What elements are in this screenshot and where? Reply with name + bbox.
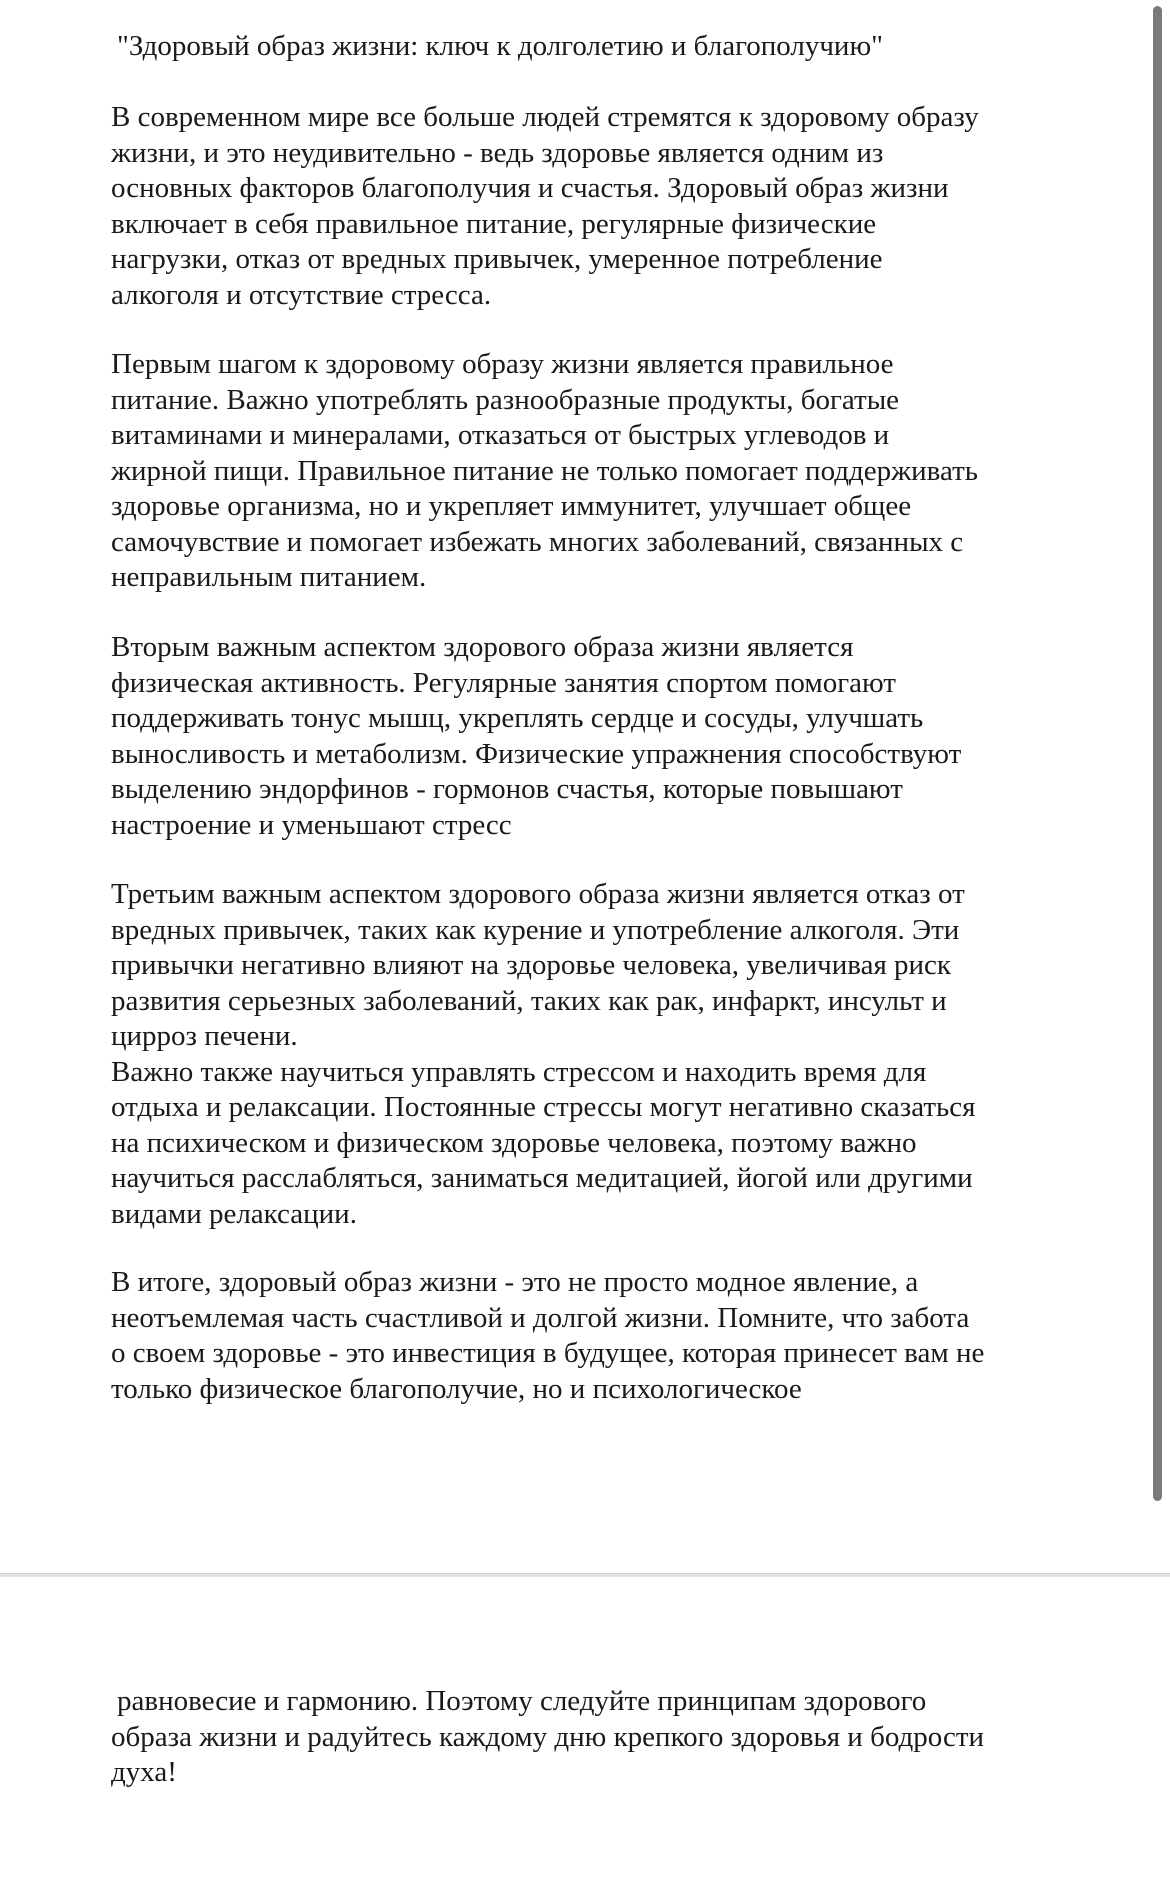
vertical-scrollbar[interactable] (1153, 6, 1162, 1501)
paragraph-intro: В современном мире все больше людей стремятся к здоровому образу жизни, и это неудивительно - ведь здоровье является одним из основных факторов благополучия и счастья. Здоровый образ жизни включает в себя правильное питание, регулярные физические нагрузки, отказ от вредных привычек, умеренное потребление алкоголя и отсутствие стресса. (111, 101, 979, 311)
continued-first-line: равновесие и гармонию. Поэтому следуйте принципам здорового (117, 1685, 927, 1717)
paragraph-nutrition: Первым шагом к здоровому образу жизни является правильное питание. Важно употреблять разнообразные продукты, богатые витаминами и минералами, отказаться от быстрых углеводов и жирной пищи. Правильное питание не только помогает поддерживать здоровье организма, но и укрепляет иммунитет, улучшает общее самочувствие и помогает избежать многих заболеваний, связанных с неправильным питанием. (111, 348, 978, 593)
document-title: "Здоровый образ жизни: ключ к долголетию и благополучию" (117, 30, 883, 62)
paragraph-habits-stress: Третьим важным аспектом здорового образа жизни является отказ от вредных привычек, таких как курение и употребление алкоголя. Эти привычки негативно влияют на здоровье человека, увеличивая риск развития серьезных заболеваний, таких как рак, инфаркт, инсульт и цирроз печени. Важно также научиться управлять стрессом и находить время для отдыха и релаксации. Постоянные стрессы могут негативно сказаться на психическом и физическом здоровье человека, поэтому важно научиться расслабляться, заниматься медитацией, йогой или другими видами релаксации. (111, 878, 976, 1230)
document-page-2 (0, 1577, 1170, 1901)
continued-rest: образа жизни и радуйтесь каждому дню крепкого здоровья и бодрости духа! (111, 1720, 985, 1788)
paragraph-conclusion: В итоге, здоровый образ жизни - это не просто модное явление, а неотъемлемая часть счастливой и долгой жизни. Помните, что забота о своем здоровье - это инвестиция в будущее, которая принесет вам не только физическое благополучие, но и психологическое (111, 1266, 985, 1405)
paragraph-conclusion-continued (111, 1684, 1071, 1791)
paragraph-activity: Вторым важным аспектом здорового образа жизни является физическая активность. Регулярные занятия спортом помогают поддерживать тонус мышц, укреплять сердце и сосуды, улучшать выносливость и метаболизм. Физические упражнения способствуют выделению эндорфинов - гормонов счастья, которые повышают настроение и уменьшают стресс (111, 631, 962, 841)
